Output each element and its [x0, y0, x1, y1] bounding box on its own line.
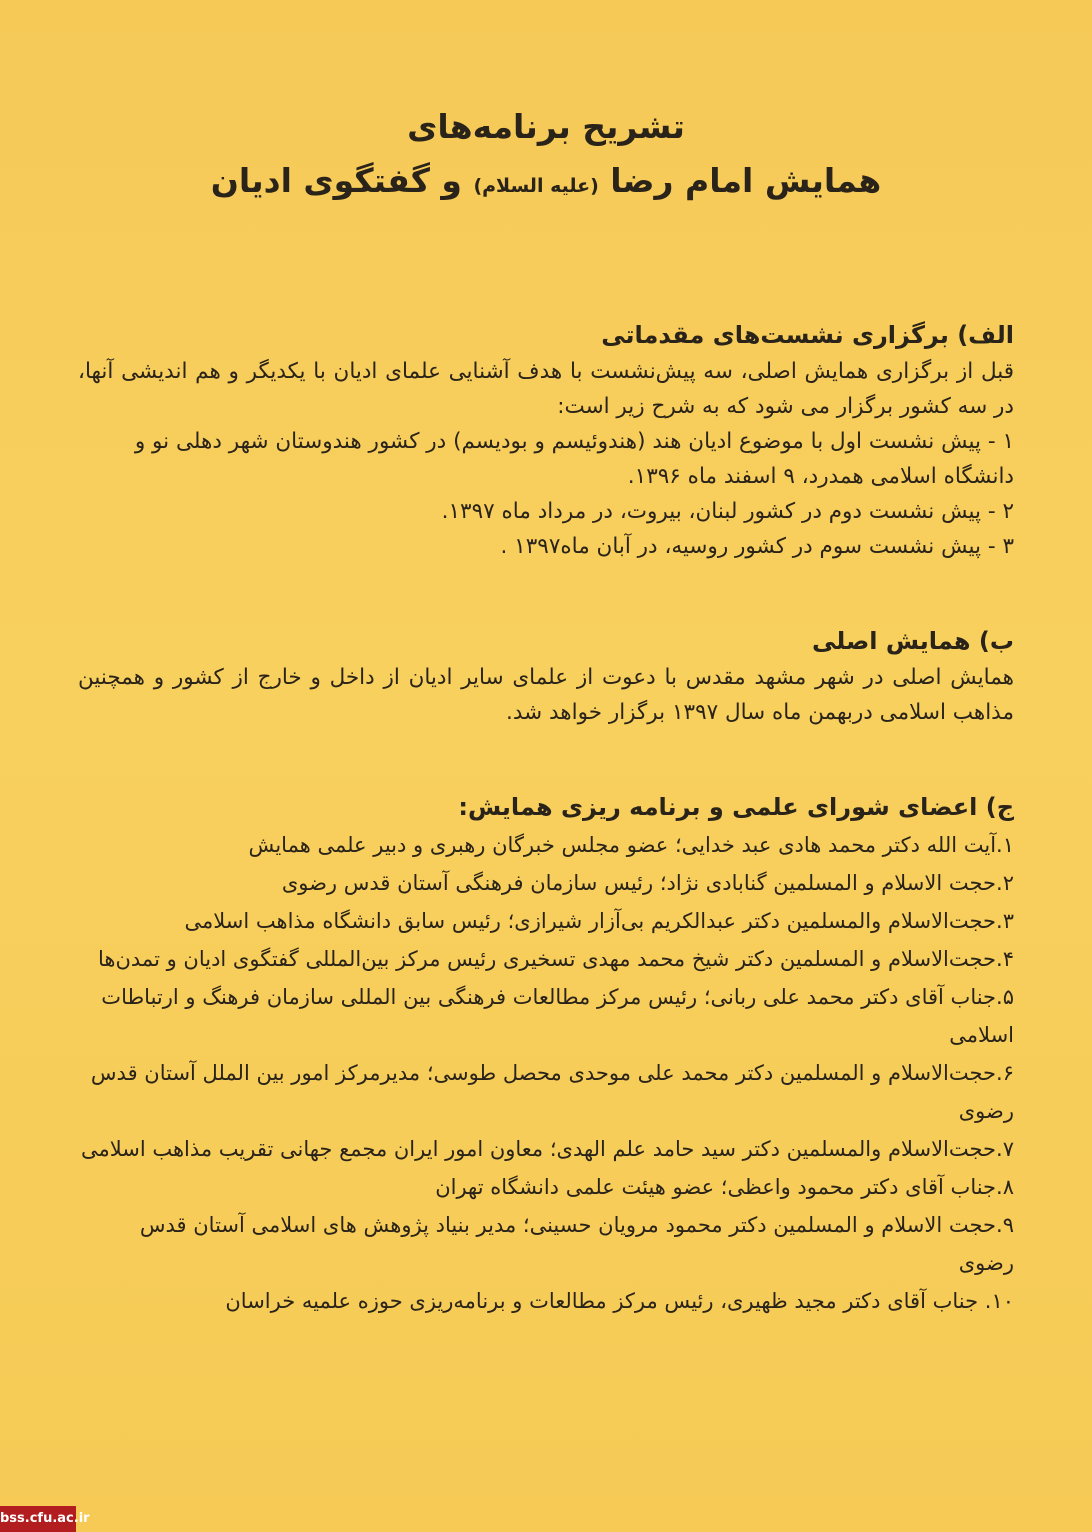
- list-item: ۶.حجت‌الاسلام و المسلمین دکتر محمد علی موحدی محصل طوسی؛ مدیرمرکز امور بین الملل آستان قدس رضوی: [90, 1061, 1014, 1123]
- list-item: ۲ - پیش نشست دوم در کشور لبنان، بیروت، در مرداد ماه ۱۳۹۷.: [441, 499, 1014, 524]
- title-honorific: (علیه السلام): [473, 175, 599, 197]
- section-a-heading: الف) برگزاری نشست‌های مقدماتی: [601, 321, 1014, 349]
- title-line-2: [78, 154, 1014, 213]
- list-item: ۲.حجت الاسلام و المسلمین گنابادی نژاد؛ رئیس سازمان فرهنگی آستان قدس رضوی: [281, 871, 1014, 895]
- list-item: ۳.حجت‌الاسلام والمسلمین دکتر عبدالکریم بی‌آزار شیرازی؛ رئیس سابق دانشگاه مذاهب اسلامی: [184, 909, 1014, 933]
- list-item: ۹.حجت الاسلام و المسلمین دکتر محمود مرویان حسینی؛ مدیر بنیاد پژوهش های اسلامی آستان قدس رضوی: [139, 1213, 1014, 1275]
- document-title: [78, 100, 1014, 213]
- site-watermark: bss.cfu.ac.ir: [0, 1506, 76, 1532]
- section-main-conference: [78, 624, 1014, 730]
- document-content: [78, 100, 1014, 1320]
- council-members-list: [78, 826, 1014, 1320]
- list-item: ۱۰. جناب آقای دکتر مجید ظهیری، رئیس مرکز مطالعات و برنامه‌ریزی حوزه علمیه خراسان: [225, 1289, 1014, 1313]
- list-item: ۱ - پیش نشست اول با موضوع ادیان هند (هندوئیسم و بودیسم) در کشور هندوستان شهر دهلی نو و دانشگاه اسلامی همدرد، ۹ اسفند ماه ۱۳۹۶.: [134, 429, 1014, 489]
- list-item: ۸.جناب آقای دکتر محمود واعظی؛ عضو هیئت علمی دانشگاه تهران: [435, 1175, 1014, 1199]
- list-item: ۱.آیت الله دکتر محمد هادی عبد خدایی؛ عضو مجلس خبرگان رهبری و دبیر علمی همایش: [248, 833, 1014, 857]
- title-line-2-part-1: همایش امام رضا: [610, 161, 882, 200]
- title-line-2-part-2: و گفتگوی ادیان: [210, 161, 462, 200]
- list-item: ۳ - پیش نشست سوم در کشور روسیه، در آبان ماه۱۳۹۷ .: [500, 534, 1014, 559]
- section-b-heading: ب) همایش اصلی: [812, 627, 1014, 655]
- section-c-heading: ج) اعضای شورای علمی و برنامه ریزی همایش:: [458, 793, 1014, 821]
- section-scientific-council: [78, 790, 1014, 1320]
- section-preliminary-sessions: [78, 318, 1014, 564]
- title-line-1: تشریح برنامه‌های: [407, 107, 685, 146]
- preliminary-sessions-list: [78, 424, 1014, 564]
- list-item: ۷.حجت‌الاسلام والمسلمین دکتر سید حامد علم الهدی؛ معاون امور ایران مجمع جهانی تقریب مذاهب اسلامی: [80, 1137, 1014, 1161]
- list-item: ۵.جناب آقای دکتر محمد علی ربانی؛ رئیس مرکز مطالعات فرهنگی بین المللی سازمان فرهنگ و ارتباطات اسلامی: [101, 985, 1014, 1047]
- section-a-intro: قبل از برگزاری همایش اصلی، سه پیش‌نشست با هدف آشنایی علمای ادیان با یکدیگر و هم اندیشی آنها، در سه کشور برگزار می شود که به شرح زیر است:: [78, 359, 1014, 419]
- list-item: ۴.حجت‌الاسلام و المسلمین دکتر شیخ محمد مهدی تسخیری رئیس مرکز بین‌المللی گفتگوی ادیان و تمدن‌ها: [98, 947, 1014, 971]
- section-b-text: همایش اصلی در شهر مشهد مقدس با دعوت از علمای سایر ادیان از داخل و خارج از کشور و همچنین مذاهب اسلامی دربهمن ماه سال ۱۳۹۷ برگزار خواهد شد.: [78, 665, 1014, 725]
